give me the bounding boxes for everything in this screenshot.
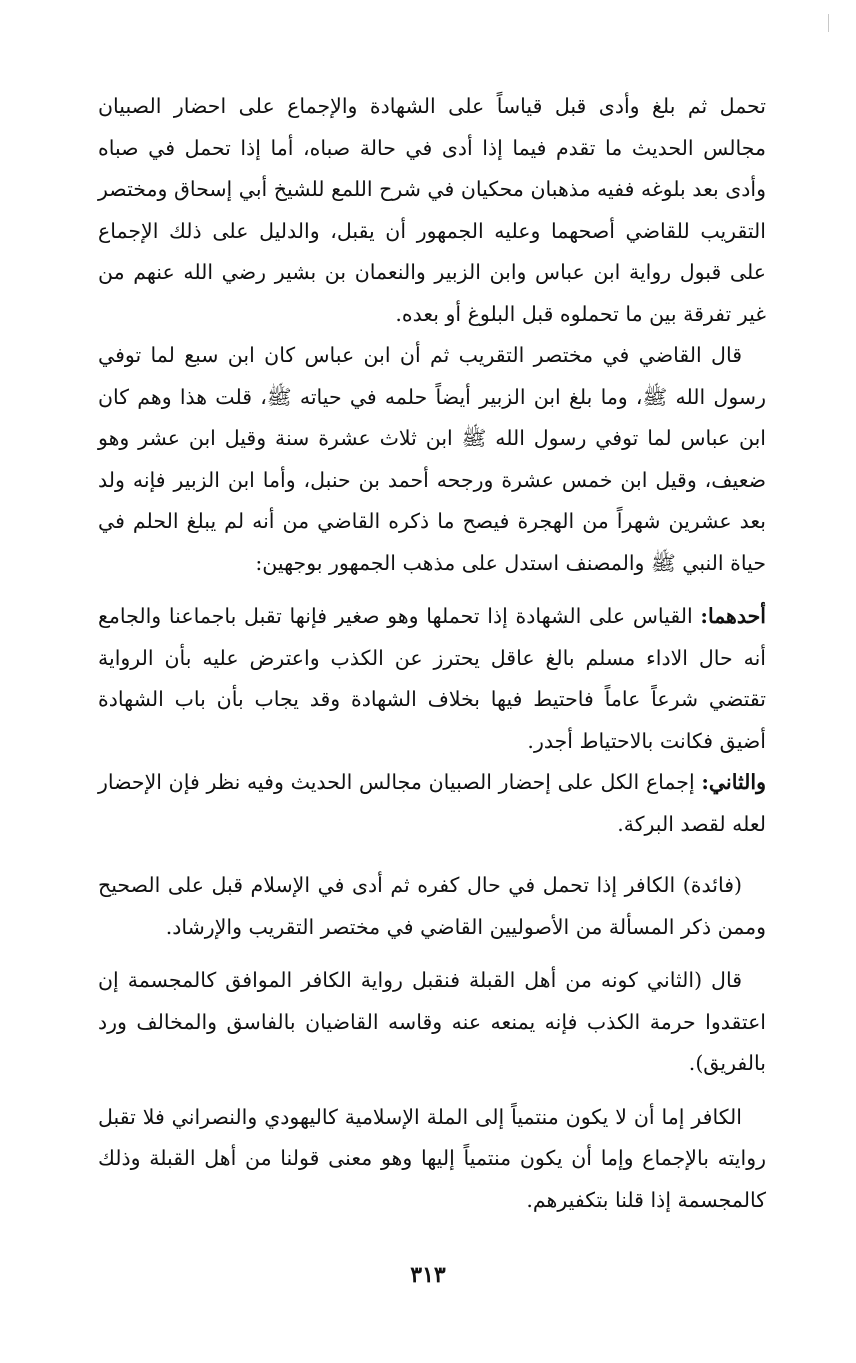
paragraph-text: تحمل ثم بلغ وأدى قبل قياساً على الشهادة والإجماع على احضار الصبيان مجالس الحديث ما تقدم فيما إذا أدى في حالة صباه، أما إذا تحمل في صباه وأدى بعد بلوغه ففيه مذهبان محكيان في شرح اللمع للشيخ أبي إسحاق ومختصر التقريب للقاضي أصحهما وعليه الجمهور أن يقبل، والدليل على ذلك الإجماع على قبول رواية ابن عباس وابن الزبير والنعمان بن بشير رضي الله عنهم من غير تفرقة بين ما تحملوه قبل البلوغ أو بعده. <box>98 94 766 326</box>
margin-mark <box>828 14 829 32</box>
paragraph-lead: والثاني: <box>701 770 766 794</box>
paragraph-3 <box>98 596 766 762</box>
page-body <box>98 86 766 1221</box>
paragraph-lead: أحدهما: <box>700 604 766 628</box>
paragraph-text: إجماع الكل على إحضار الصبيان مجالس الحديث وفيه نظر فإن الإحضار لعله لقصد البركة. <box>98 770 766 836</box>
paragraph-text: (فائدة) الكافر إذا تحمل في حال كفره ثم أدى في الإسلام قبل على الصحيح وممن ذكر المسألة من الأصوليين القاضي في مختصر التقريب والإرشاد. <box>98 873 766 939</box>
paragraph-text: قال (الثاني كونه من أهل القبلة فنقبل رواية الكافر الموافق كالمجسمة إن اعتقدوا حرمة الكذب فإنه يمنعه عنه وقاسه القاضيان بالفاسق والمخالف ورد بالفريق). <box>98 968 766 1075</box>
paragraph-4 <box>98 762 766 845</box>
paragraph-text: الكافر إما أن لا يكون منتمياً إلى الملة الإسلامية كاليهودي والنصراني فلا تقبل روايته بالإجماع وإما أن يكون منتمياً إليها وهو معنى قولنا من أهل القبلة وذلك كالمجسمة إذا قلنا بتكفيرهم. <box>98 1104 766 1212</box>
paragraph-text: القياس على الشهادة إذا تحملها وهو صغير فإنها تقبل باجماعنا والجامع أنه حال الاداء مسلم بالغ عاقل يحترز عن الكذب واعترض عليه بأن الرواية تقتضي شرعاً عاماً فاحتيط فيها بخلاف الشهادة وقد يجاب بأن باب الشهادة أضيق فكانت بالاحتياط أجدر. <box>98 604 766 753</box>
paragraph-1 <box>98 86 766 335</box>
paragraph-text: قال القاضي في مختصر التقريب ثم أن ابن عباس كان ابن سبع لما توفي رسول الله ﷺ، وما بلغ ابن الزبير أيضاً حلمه في حياته ﷺ، قلت هذا وهم كان ابن عباس لما توفي رسول الله ﷺ ابن ثلاث عشرة سنة وقيل ابن عشر وهو ضعيف، وقيل ابن خمس عشرة ورجحه أحمد بن حنبل، وأما ابن الزبير فإنه ولد بعد عشرين شهراً من الهجرة فيصح ما ذكره القاضي من أنه لم يبلغ الحلم في حياة النبي ﷺ والمصنف استدل على مذهب الجمهور بوجهين: <box>98 343 766 575</box>
paragraph-7 <box>98 1097 766 1222</box>
paragraph-6 <box>98 960 766 1085</box>
page-number: ٣١٣ <box>410 1262 446 1288</box>
paragraph-2 <box>98 335 766 584</box>
paragraph-5 <box>98 865 766 948</box>
